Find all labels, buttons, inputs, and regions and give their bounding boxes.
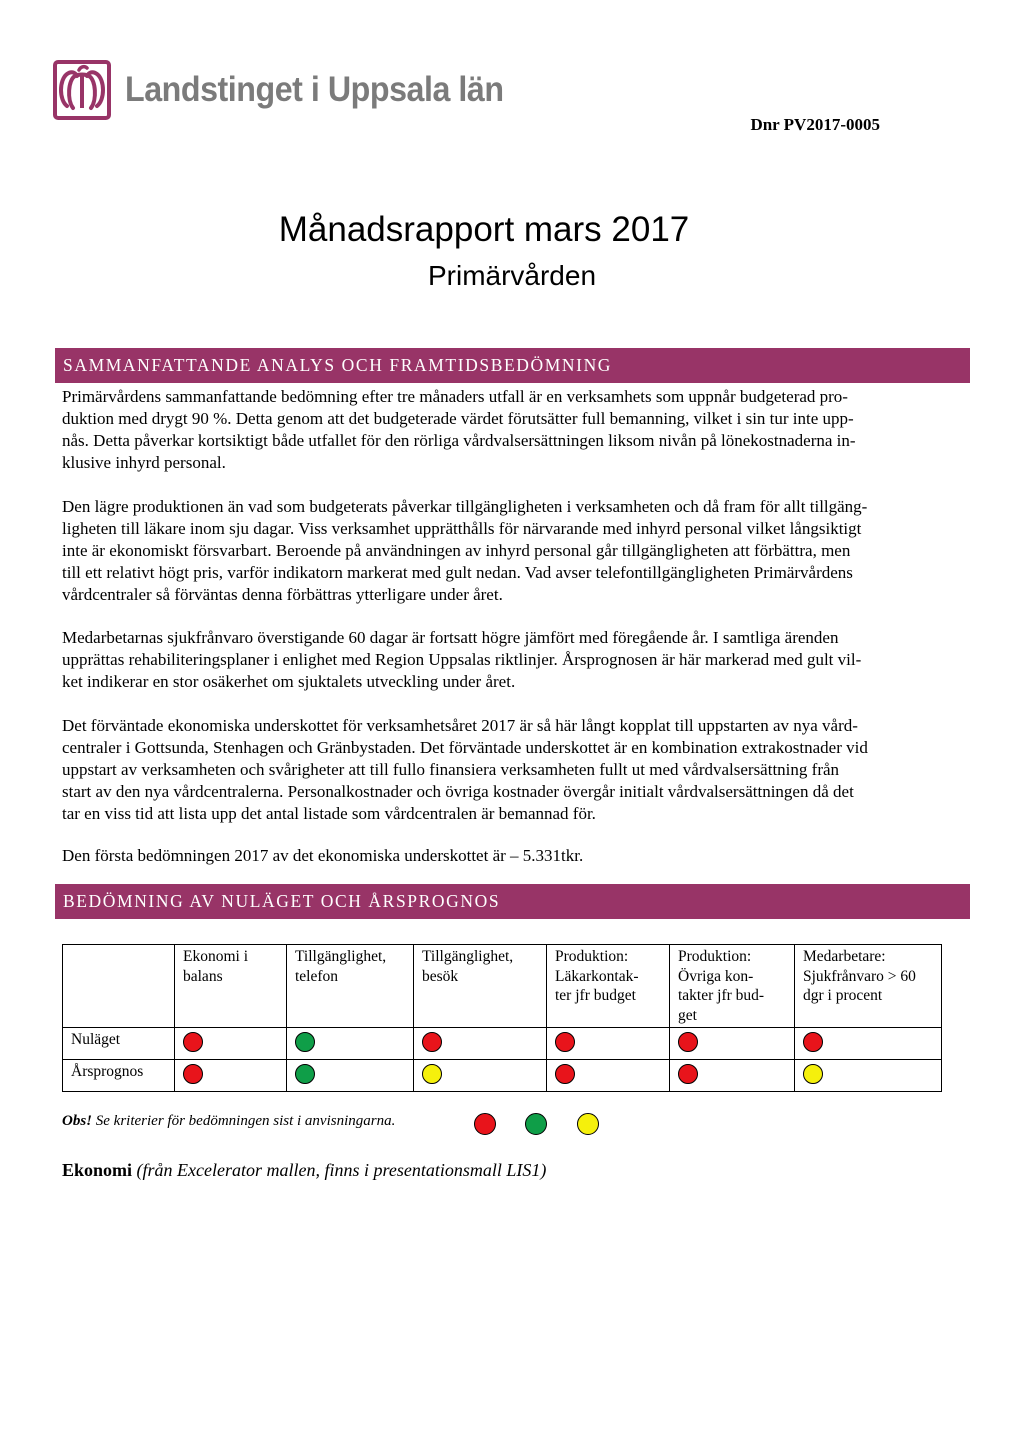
status-cell: [414, 1060, 547, 1092]
column-header-line: Sjukfrånvaro > 60: [803, 967, 916, 985]
column-header-line: besök: [422, 967, 459, 985]
section-heading-analysis: SAMMANFATTANDE ANALYS OCH FRAMTIDSBEDÖMNING: [55, 348, 970, 383]
paragraph-line: Den lägre produktionen än vad som budgeterats påverkar tillgängligheten i verksamheten och då fram för allt tillgäng-: [62, 497, 868, 516]
logo-icon: [53, 60, 111, 120]
status-cell: [287, 1060, 414, 1092]
status-cell: [287, 1028, 414, 1060]
section-heading-assessment: BEDÖMNING AV NULÄGET OCH ÅRSPROGNOS: [55, 884, 970, 919]
status-green-dot-icon: [295, 1032, 315, 1052]
paragraph-line: Den första bedömningen 2017 av det ekonomiska underskottet är – 5.331tkr.: [62, 846, 584, 865]
paragraph-line: vårdcentraler så förväntas denna förbättras ytterligare under året.: [62, 585, 503, 604]
legend-red-dot-icon: [474, 1113, 496, 1135]
column-header: [414, 945, 547, 1028]
status-red-dot-icon: [555, 1032, 575, 1052]
paragraph-line: Medarbetarnas sjukfrånvaro överstigande 60 dagar är fortsatt högre jämfört med föregående år. I samtliga ärenden: [62, 628, 839, 647]
column-header-line: Ekonomi i: [183, 948, 249, 965]
table-row: [63, 1028, 942, 1060]
paragraph-line: ket indikerar en stor osäkerhet om sjuktalets utveckling under året.: [62, 672, 516, 691]
column-header-line: Produktion:: [555, 948, 629, 965]
status-red-dot-icon: [555, 1064, 575, 1084]
table-row: [63, 1060, 942, 1092]
column-header-line: ter jfr budget: [555, 987, 636, 1004]
document-title: Månadsrapport mars 2017: [278, 210, 690, 249]
column-header: [795, 945, 942, 1028]
column-header-line: balans: [183, 967, 223, 985]
status-red-dot-icon: [803, 1032, 823, 1052]
column-header: [670, 945, 795, 1028]
paragraph-line: ligheten till läkare inom sju dagar. Viss verksamhet upprätthålls för närvarande med inhyrd personal vilket långsiktigt: [62, 519, 862, 538]
column-header: [287, 945, 414, 1028]
obs-text: Se kriterier för bedömningen sist i anvisningarna.: [92, 1113, 396, 1129]
status-cell: [795, 1028, 942, 1060]
paragraph-line: tar en viss tid att lista upp det antal listade som vårdcentralen är bemannad för.: [62, 804, 596, 823]
column-header-line: Medarbetare:: [803, 948, 886, 965]
column-header-line: telefon: [295, 967, 339, 985]
column-header-line: takter jfr bud-: [678, 987, 765, 1004]
paragraph: [62, 845, 962, 867]
paragraph-line: duktion med drygt 90 %. Detta genom att det budgeterade värdet förutsätter full bemanning, vilket i sin tur inte upp-: [62, 409, 854, 428]
column-header-line: get: [678, 1006, 697, 1024]
paragraph: [62, 496, 962, 606]
paragraph-line: inte är ekonomiskt försvarbart. Beroende på användningen av inhyrd personal går tillgängligheten att förbättra, men: [62, 541, 851, 560]
paragraph: [62, 715, 962, 825]
status-cell: [175, 1028, 287, 1060]
column-header-line: Övriga kon-: [678, 967, 754, 985]
row-label: Årsprognos: [63, 1060, 175, 1092]
column-header-line: Tillgänglighet,: [295, 948, 387, 965]
column-header-line: Läkarkontak-: [555, 967, 639, 985]
row-label: Nuläget: [63, 1028, 175, 1060]
logo: [53, 60, 536, 120]
status-red-dot-icon: [678, 1064, 698, 1084]
status-cell: [670, 1060, 795, 1092]
status-red-dot-icon: [422, 1032, 442, 1052]
paragraph-line: centraler i Gottsunda, Stenhagen och Gränbystaden. Det förväntade underskottet är en kombination extrakostnader vid: [62, 738, 868, 757]
paragraph-line: klusive inhyrd personal.: [62, 453, 226, 472]
obs-note: [62, 1113, 395, 1130]
legend-green-dot-icon: [525, 1113, 547, 1135]
status-cell: [414, 1028, 547, 1060]
ekonomi-heading: [62, 1160, 546, 1181]
column-header-line: Produktion:: [678, 948, 752, 965]
status-red-dot-icon: [183, 1064, 203, 1084]
ekonomi-note: (från Excelerator mallen, finns i presentationsmall LIS1): [132, 1160, 547, 1180]
column-header: [175, 945, 287, 1028]
paragraph: [62, 386, 962, 474]
paragraph-line: Primärvårdens sammanfattande bedömning efter tre månaders utfall är en verksamhets som uppnår budgeterad pro-: [62, 387, 848, 406]
paragraph-line: Det förväntade ekonomiska underskottet för verksamhetsåret 2017 är så här långt kopplat till uppstarten av nya vård-: [62, 716, 858, 735]
assessment-table: [62, 944, 942, 1092]
paragraph: [62, 627, 962, 693]
column-header-line: dgr i procent: [803, 987, 883, 1004]
status-green-dot-icon: [295, 1064, 315, 1084]
diary-number: Dnr PV2017-0005: [750, 115, 880, 134]
status-cell: [795, 1060, 942, 1092]
paragraph-line: uppstart av verksamheten och svårigheter att till fullo finansiera verksamheten fullt ut med vårdvalsersättning från: [62, 760, 840, 779]
column-header: [547, 945, 670, 1028]
status-red-dot-icon: [183, 1032, 203, 1052]
paragraph-line: till ett relativt högt pris, varför indikatorn markerat med gult nedan. Vad avser telefontillgängligheten Primärvårdens: [62, 563, 853, 582]
table-corner-cell: [63, 945, 175, 1028]
status-red-dot-icon: [678, 1032, 698, 1052]
logo-text: Landstinget i Uppsala län: [125, 70, 504, 109]
status-yellow-dot-icon: [422, 1064, 442, 1084]
paragraph-line: nås. Detta påverkar kortsiktigt både utfallet för den rörliga vårdvalsersättningen liksom nivån på lönekostnaderna in-: [62, 431, 856, 450]
status-cell: [547, 1028, 670, 1060]
obs-label: Obs!: [62, 1113, 93, 1129]
column-header-line: Tillgänglighet,: [422, 948, 514, 965]
status-cell: [175, 1060, 287, 1092]
status-yellow-dot-icon: [803, 1064, 823, 1084]
table-header-row: [63, 945, 942, 1028]
legend-yellow-dot-icon: [577, 1113, 599, 1135]
document-subtitle: Primärvården: [427, 260, 597, 291]
status-cell: [670, 1028, 795, 1060]
status-cell: [547, 1060, 670, 1092]
paragraph-line: start av den nya vårdcentralerna. Personalkostnader och övriga kostnader övergår initialt vårdvalsersättningen då det: [62, 782, 854, 801]
paragraph-line: upprättas rehabiliteringsplaner i enlighet med Region Uppsalas riktlinjer. Årsprognosen är här markerad med gult vil-: [62, 650, 862, 669]
ekonomi-label: Ekonomi: [62, 1160, 133, 1180]
